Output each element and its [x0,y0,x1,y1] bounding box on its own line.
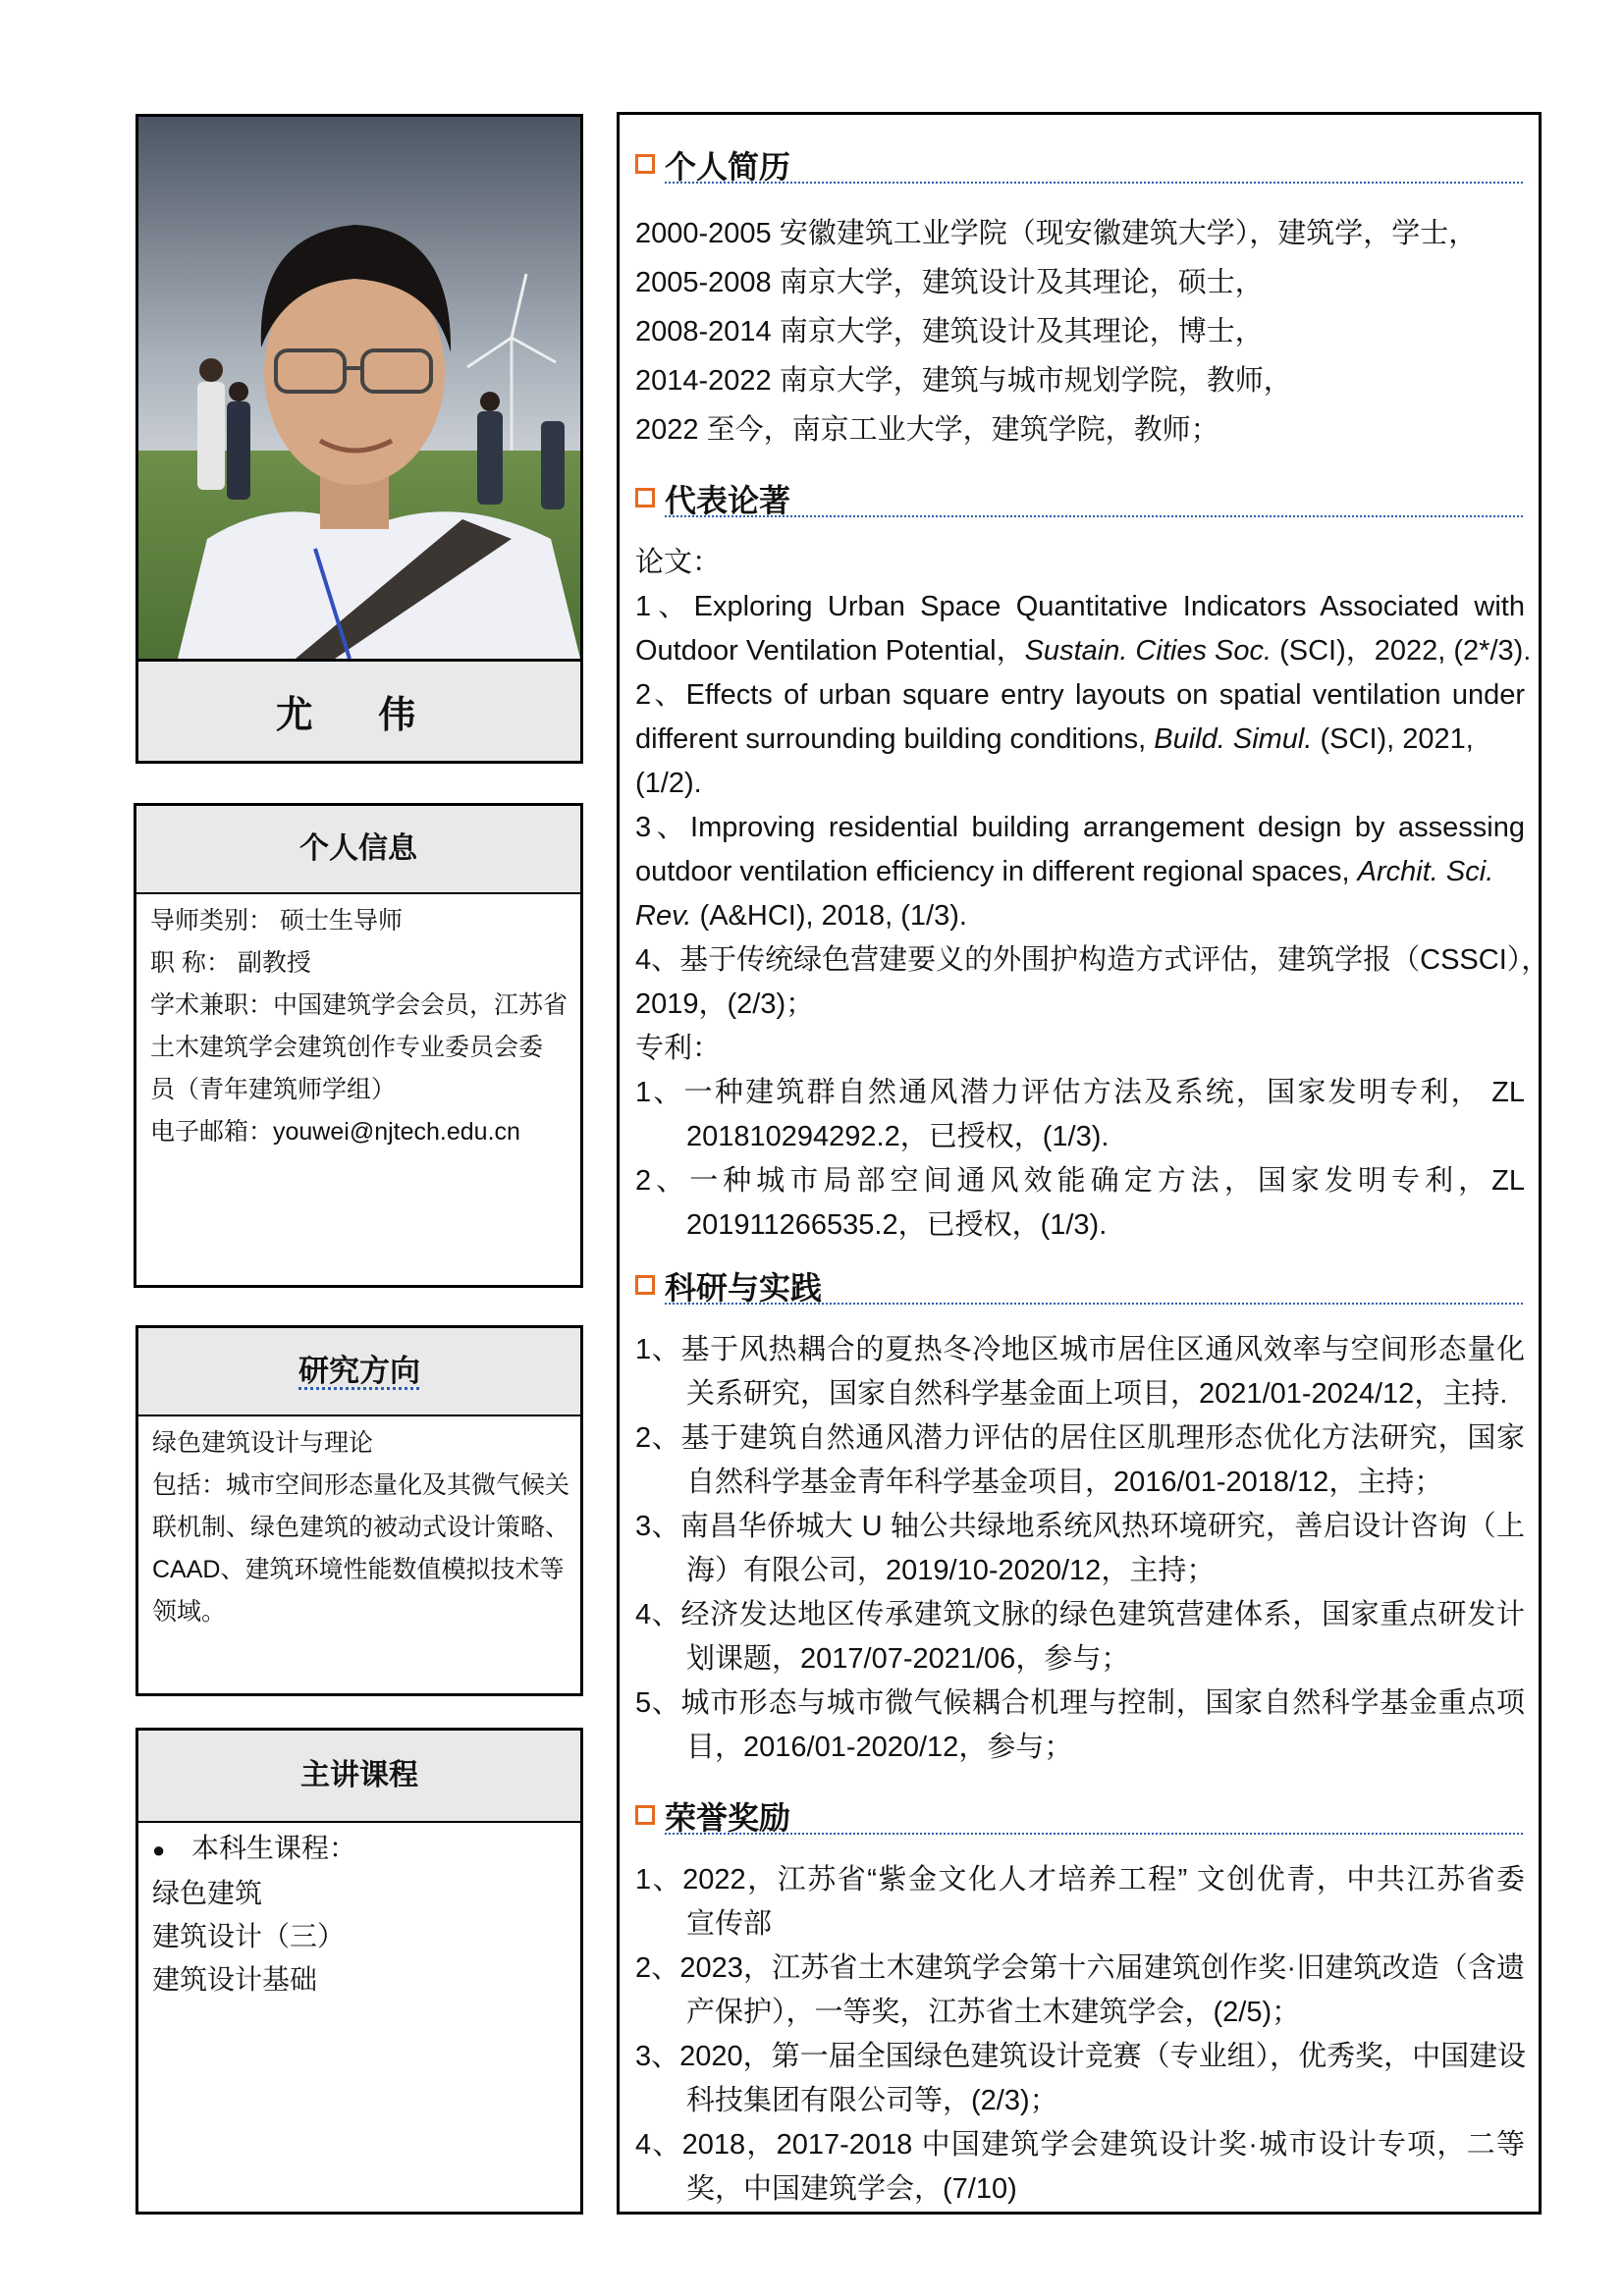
section-papers-header [629,476,1523,519]
project-line: 3、南昌华侨城大 U 轴公共绿地系统风热环境研究，善启设计咨询（上 [635,1511,1525,1542]
project-item [635,1505,1525,1593]
project-line: 1、基于风热耦合的夏热冬冷地区城市居住区通风效率与空间形态量化 [635,1334,1525,1365]
research-direction-title: 研究方向 [298,1354,420,1388]
honor-item [635,1947,1525,2035]
paper-text: outdoor ventilation efficiency in different regional spaces, [635,856,1358,887]
honor-line: 科技集团有限公司等，(2/3)； [686,2085,1058,2116]
research-line: 包括：城市空间形态量化及其微气候关 [152,1471,570,1499]
project-line: 5、城市形态与城市微气候耦合机理与控制，国家自然科学基金重点项 [635,1687,1525,1719]
dotted-divider [665,1833,1523,1835]
research-direction-body [138,1416,580,1639]
patent-2-line-2: 201911266535.2，已授权，(1/3). [686,1209,1108,1241]
affiliation-line-1: 学术兼职：中国建筑学会会员，江苏省 [150,991,568,1019]
honors-content [635,1858,1525,2212]
research-direction-panel [135,1325,583,1696]
projects-content [635,1328,1525,1770]
research-line: 联机制、绿色建筑的被动式设计策略、 [152,1514,570,1541]
section-honors-header [629,1793,1523,1837]
project-line: 海）有限公司，2019/10-2020/12，主持； [686,1555,1216,1586]
dotted-divider [665,515,1523,517]
affiliation-line-3: 员（青年建筑师学组） [150,1076,397,1103]
resume-line: 2005-2008 南京大学，建筑设计及其理论，硕士， [635,267,1264,298]
orange-square-icon [635,488,655,507]
academic-title: 职 称： 副教授 [150,949,311,977]
honor-line: 3、2020，第一届全国绿色建筑设计竞赛（专业组），优秀奖，中国建设 [635,2041,1527,2072]
course-item: 建筑设计基础 [152,1964,318,1995]
resume-line: 2022 至今，南京工业大学，建筑学院，教师； [635,414,1219,446]
portrait-image [138,117,580,659]
profile-card [135,114,583,764]
section-resume-header [629,142,1523,186]
honor-line: 2、2023，江苏省土木建筑学会第十六届建筑创作奖·旧建筑改造（含遗 [635,1952,1525,1984]
paper-3-line-3 [635,894,1525,938]
project-line: 自然科学基金青年科学基金项目，2016/01-2018/12，主持； [686,1467,1443,1498]
research-line: 领域。 [152,1598,227,1626]
journal-name: Rev. [635,900,692,932]
patent-2-line-1: 2、一种城市局部空间通风效能确定方法，国家发明专利，ZL [635,1165,1525,1197]
email: 电子邮箱：youwei@njtech.edu.cn [150,1118,520,1146]
orange-square-icon [635,154,655,174]
journal-name: Build. Simul. [1154,723,1313,755]
project-line: 4、经济发达地区传承建筑文脉的绿色建筑营建体系，国家重点研发计 [635,1599,1525,1630]
honor-line: 1、2022，江苏省“紫金文化人才培养工程” 文创优青，中共江苏省委 [635,1864,1525,1896]
section-projects-header [629,1263,1523,1307]
paper-text: (A&HCI), 2018, (1/3). [691,900,967,932]
honor-line: 宣传部 [686,1908,773,1940]
affiliation-line-2: 土木建筑学会建筑创作专业委员会委 [150,1034,544,1061]
honor-item [635,1858,1525,1947]
courses-panel [135,1728,583,2215]
honor-line: 产保护），一等奖，江苏省土木建筑学会，(2/5)； [686,1997,1301,2028]
patent-1-line-1: 1、一种建筑群自然通风潜力评估方法及系统，国家发明专利， ZL [635,1077,1525,1108]
course-item: 建筑设计（三） [152,1921,346,1951]
section-papers-title: 代表论著 [665,483,791,518]
resume-line: 2000-2005 安徽建筑工业学院（现安徽建筑大学），建筑学，学士， [635,218,1478,249]
project-line: 划课题，2017/07-2021/06，参与； [686,1643,1130,1675]
paper-2-line-3: (1/2). [635,768,702,799]
research-direction-header [138,1328,580,1416]
paper-1-line-1: 1、Exploring Urban Space Quantitative Indicators Associated with [635,591,1525,622]
paper-text: (SCI), 2021, [1312,723,1474,755]
project-line: 目，2016/01-2020/12，参与； [686,1732,1073,1763]
courses-title: 主讲课程 [138,1731,580,1823]
papers-content [635,541,1550,1248]
project-line: 关系研究，国家自然科学基金面上项目，2021/01-2024/12，主持. [686,1378,1508,1410]
project-item [635,1682,1525,1770]
supervisor-type: 导师类别： 硕士生导师 [150,907,403,934]
paper-1-line-2 [635,629,1532,673]
resume-content [635,209,1525,454]
project-item [635,1328,1525,1416]
journal-name: Sustain. Cities Soc. [1024,635,1272,667]
project-item [635,1416,1525,1505]
patents-label: 专利： [635,1033,722,1064]
main-panel [617,112,1550,2215]
dotted-divider [665,182,1523,184]
personal-info-panel [134,803,583,1288]
course-group-label: 本科生课程： [191,1833,357,1863]
resume-line: 2008-2014 南京大学，建筑设计及其理论，博士， [635,316,1264,347]
bullet-icon: ● [152,1838,166,1862]
resume-line: 2014-2022 南京大学，建筑与城市规划学院，教师， [635,365,1292,397]
research-line: CAAD、建筑环境性能数值模拟技术等 [152,1556,565,1583]
profile-photo [138,117,580,662]
personal-info-title: 个人信息 [136,806,580,894]
courses-body [138,1823,580,2007]
paper-4-line-1: 4、基于传统绿色营建要义的外围护构造方式评估，建筑学报（CSSCI）， [635,944,1550,976]
honor-line: 4、2018，2017-2018 中国建筑学会建筑设计奖·城市设计专项，二等 [635,2129,1525,2161]
course-group [152,1827,567,1872]
paper-4-line-2: 2019，(2/3)； [635,988,815,1020]
personal-info-body [136,894,580,1159]
honor-item [635,2123,1525,2212]
paper-2-line-1: 2、Effects of urban square entry layouts on spatial ventilation under [635,679,1525,711]
orange-square-icon [635,1275,655,1295]
paper-3-line-2 [635,850,1525,894]
paper-2-line-2 [635,718,1525,762]
project-item [635,1593,1525,1682]
patent-1-line-2: 201810294292.2，已授权，(1/3). [686,1121,1110,1152]
research-line: 绿色建筑设计与理论 [152,1429,374,1457]
paper-text: Outdoor Ventilation Potential， [635,635,1025,667]
project-line: 2、基于建筑自然通风潜力评估的居住区肌理形态优化方法研究，国家 [635,1422,1525,1454]
paper-3-line-1: 3、Improving residential building arrangement design by assessing [635,812,1525,843]
profile-name: 尤 伟 [138,662,580,761]
section-honors-title: 荣誉奖励 [665,1800,791,1836]
paper-text: (SCI)，2022, (2*/3). [1272,635,1532,667]
dotted-divider [665,1303,1523,1305]
papers-label: 论文： [635,547,722,578]
honor-line: 奖，中国建筑学会，(7/10) [686,2173,1017,2205]
orange-square-icon [635,1805,655,1825]
course-item: 绿色建筑 [152,1878,263,1908]
journal-name: Archit. Sci. [1357,856,1494,887]
honor-item [635,2035,1525,2123]
paper-text: different surrounding building conditions, [635,723,1155,755]
section-resume-title: 个人简历 [665,149,791,185]
section-projects-title: 科研与实践 [665,1270,823,1306]
